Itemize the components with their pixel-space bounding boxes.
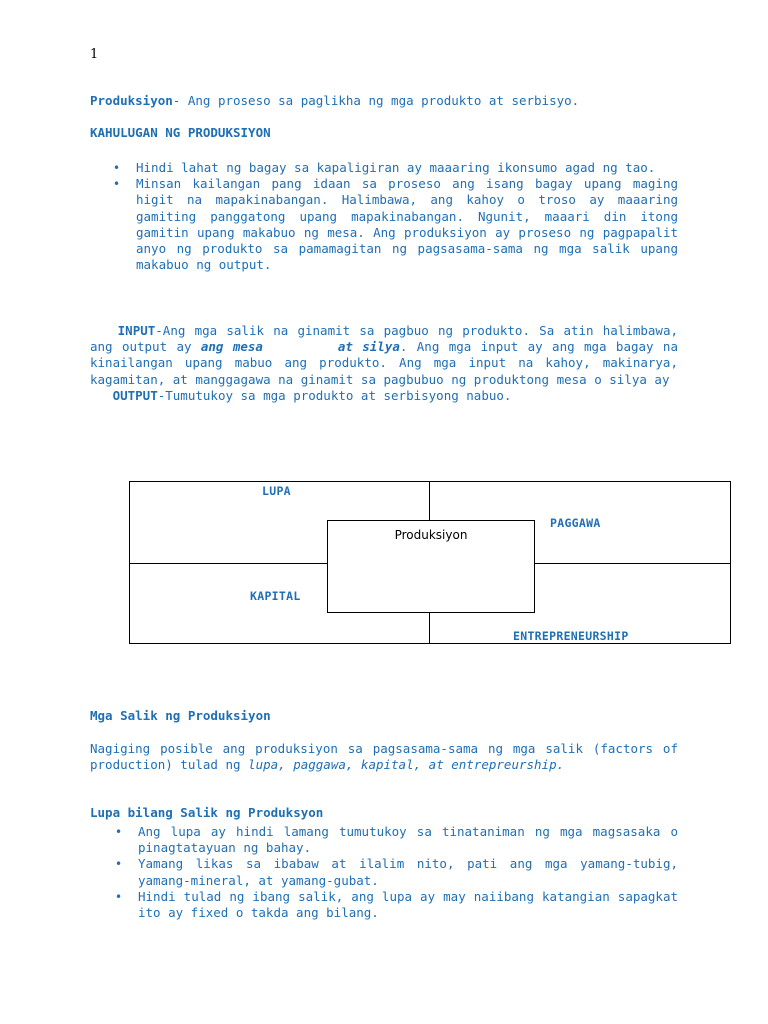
kahulugan-list [113,160,678,273]
bullet-icon: • [113,177,121,192]
salik-emphasis: lupa, paggawa, kapital, at entrepreurship. [248,757,565,773]
definition-term: Produksiyon [90,93,173,108]
diagram-label-lupa: LUPA [262,484,291,498]
bullet-icon: • [113,161,121,175]
salik-paragraph: Nagiging posible ang produksiyon sa pagsasama-sama ng mga salik (factors of production) tulad ng lupa, paggawa, kapital, at entrepreurship. [90,741,678,773]
kahulugan-heading: KAHULUGAN NG PRODUKSIYON [90,125,271,140]
lupa-list [115,824,678,921]
list-item: • Yamang likas sa ibabaw at ilalim nito, pati ang mga yamang-tubig, yamang-mineral, at yamang-gubat. [115,856,678,888]
definition-text: - Ang proseso sa paglikha ng mga produkto at serbisyo. [172,93,580,108]
lupa-heading: Lupa bilang Salik ng Produksyon [90,805,324,820]
diagram-label-kapital: KAPITAL [250,589,301,603]
input-emphasis-2: at silya [337,339,400,355]
page-number: 1 [90,47,99,62]
salik-heading: Mga Salik ng Produksiyon [90,708,271,723]
list-item: • Hindi lahat ng bagay sa kapaligiran ay maaaring ikonsumo agad ng tao. [113,160,656,175]
bullet-icon: • [115,825,123,839]
output-term: OUTPUT [112,387,158,403]
definition-line [90,93,690,109]
list-item: • Minsan kailangan pang idaan sa proseso ang isang bagay upang maging higit na mapakinabangan. Halimbawa, ang kahoy o troso ay maaaring gamiting panggatong upang mapakinabangan. Ngunit, maaari din itong gamitin upang makabuo ng mesa. Ang produksiyon ay proseso ng pagpapalit anyo ng produkto sa pamamagitan ng pagsasama-sama ng mga salik upang makabuo ng output. [113,176,678,273]
input-paragraph: INPUT-Ang mga salik na ginamit sa pagbuo ng produkto. Sa atin halimbawa, ang output ay ang mesa at silya. Ang mga input ay ang mga bagay na kinailangan upang mabuo ang produkto. Ang mga input na kahoy, makinarya, kagamitan, at manggagawa na ginamit sa pagbubuo ng produktong mesa o silya ay [90,323,679,387]
diagram-label-entrepreneurship: ENTREPRENEURSHIP [513,629,629,643]
diagram-center-label: Produksiyon [394,528,468,542]
bullet-icon: • [115,889,123,904]
factors-diagram [129,481,731,644]
diagram-label-paggawa: PAGGAWA [550,516,601,530]
list-item: • Ang lupa ay hindi lamang tumutukoy sa tinataniman ng mga magsasaka o pinagtatayuan ng bahay. [115,824,678,856]
bullet-icon: • [115,857,123,872]
output-paragraph: OUTPUT-Tumutukoy sa mga produkto at serbisyong nabuo. [112,387,512,403]
input-emphasis: ang mesa [200,339,263,355]
input-term: INPUT [117,323,156,338]
diagram-center-box [327,520,535,613]
input-output-block [90,323,678,404]
list-item: • Hindi tulad ng ibang salik, ang lupa ay may naiibang katangian sapagkat ito ay fixed o takda ang bilang. [115,888,678,921]
